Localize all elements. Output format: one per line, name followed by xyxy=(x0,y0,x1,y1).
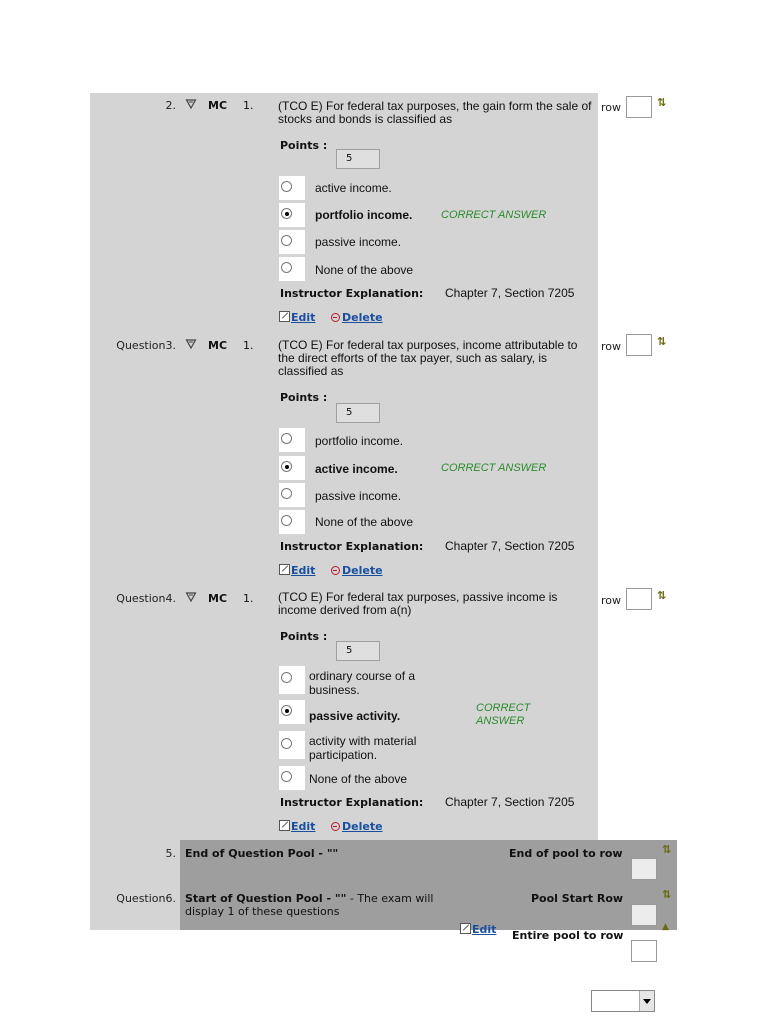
instructor-explanation: Chapter 7, Section 7205 xyxy=(445,286,575,300)
question-text: (TCO E) For federal tax purposes, income attributable to the direct efforts of the tax payer, such as salary, is classified as xyxy=(278,338,578,378)
answer-label: None of the above xyxy=(309,772,408,786)
points-field[interactable]: 5 xyxy=(336,149,380,169)
answer-radio-cell[interactable] xyxy=(279,428,305,452)
answer-label: passive income. xyxy=(315,489,402,503)
entire-pool-row-input[interactable] xyxy=(631,940,657,962)
points-label: Points : xyxy=(280,139,328,152)
answer-radio-cell[interactable] xyxy=(279,230,305,254)
delete-icon xyxy=(331,566,340,575)
collapse-question-icon[interactable] xyxy=(185,98,197,110)
collapse-question-icon[interactable] xyxy=(185,591,197,603)
question-subnumber: 1. xyxy=(243,99,254,112)
answer-radio-cell[interactable] xyxy=(279,731,305,759)
answer-label: None of the above xyxy=(315,263,414,277)
answer-radio-cell[interactable] xyxy=(279,700,305,724)
question-text: (TCO E) For federal tax purposes, the gain form the sale of stocks and bonds is classified as xyxy=(278,99,592,126)
correct-answer-marker: CORRECT ANSWER xyxy=(441,462,547,474)
pool-start-row-input[interactable] xyxy=(631,904,657,926)
answer-radio-cell[interactable] xyxy=(279,203,305,227)
row-label: row xyxy=(601,340,622,353)
answer-label: portfolio income. xyxy=(315,434,404,448)
entire-pool-row-label: Entire pool to row xyxy=(512,929,624,942)
answer-radio-selected[interactable] xyxy=(281,705,292,716)
answer-radio[interactable] xyxy=(281,433,292,444)
pool-start-row-label: Pool Start Row xyxy=(531,892,624,905)
correct-answer-marker: CORRECT ANSWER xyxy=(441,209,547,221)
answer-label: active income. xyxy=(315,462,398,476)
move-question-icon[interactable]: ⇅ xyxy=(657,589,667,602)
move-question-icon[interactable]: ⇅ xyxy=(657,335,667,348)
collapse-question-icon[interactable] xyxy=(185,338,197,350)
edit-icon xyxy=(279,564,290,575)
answer-radio-cell[interactable] xyxy=(279,176,305,200)
answer-radio-selected[interactable] xyxy=(281,208,292,219)
answer-radio[interactable] xyxy=(281,488,292,499)
pool-end-title: End of Question Pool - "" xyxy=(185,847,339,860)
points-field[interactable]: 5 xyxy=(336,641,380,661)
answer-radio[interactable] xyxy=(281,771,292,782)
delete-icon xyxy=(331,822,340,831)
row-label: row xyxy=(601,594,622,607)
question-number: Question4. xyxy=(116,592,176,605)
question-type: MC xyxy=(208,339,228,352)
answer-label: portfolio income. xyxy=(315,208,413,222)
question-type: MC xyxy=(208,592,228,605)
instructor-explanation-label: Instructor Explanation: xyxy=(280,796,424,809)
answer-label: active income. xyxy=(315,181,392,195)
pool-end-row-label: End of pool to row xyxy=(509,847,623,860)
pool-start-title: Start of Question Pool - "" - The exam will display 1 of these questions xyxy=(185,892,434,918)
answer-label: activity with material participation. xyxy=(309,734,417,762)
delete-link[interactable]: Delete xyxy=(331,311,383,324)
answer-radio[interactable] xyxy=(281,672,292,683)
instructor-explanation-label: Instructor Explanation: xyxy=(280,287,424,300)
delete-link[interactable]: Delete xyxy=(331,820,383,833)
answer-radio-cell[interactable] xyxy=(279,456,305,480)
move-question-icon[interactable]: ⇅ xyxy=(657,96,667,109)
edit-icon xyxy=(279,311,290,322)
edit-link[interactable]: Edit xyxy=(279,311,315,324)
edit-link[interactable]: Edit xyxy=(279,564,315,577)
edit-link[interactable]: Edit xyxy=(279,820,315,833)
move-pool-start-icon[interactable]: ⇅ xyxy=(662,888,672,901)
move-to-row-input[interactable] xyxy=(626,334,652,356)
answer-radio[interactable] xyxy=(281,515,292,526)
question-number: 2. xyxy=(165,99,176,112)
points-label: Points : xyxy=(280,391,328,404)
move-to-row-input[interactable] xyxy=(626,588,652,610)
question-subnumber: 1. xyxy=(243,592,254,605)
points-label: Points : xyxy=(280,630,328,643)
move-to-row-input[interactable] xyxy=(626,96,652,118)
answer-radio[interactable] xyxy=(281,262,292,273)
answer-label: passive activity. xyxy=(309,709,401,723)
question-text: (TCO E) For federal tax purposes, passive income is income derived from a(n) xyxy=(278,590,558,617)
correct-answer-marker: CORRECT ANSWER xyxy=(476,702,531,727)
pool-end-row-input[interactable] xyxy=(631,858,657,880)
question-type: MC xyxy=(208,99,228,112)
row-label: row xyxy=(601,101,622,114)
answer-label: None of the above xyxy=(315,515,414,529)
move-pool-end-icon[interactable]: ⇅ xyxy=(662,843,672,856)
answer-radio[interactable] xyxy=(281,738,292,749)
answer-label: ordinary course of a business. xyxy=(309,669,416,697)
answer-radio-cell[interactable] xyxy=(279,666,305,694)
move-pool-icon[interactable]: ▲ xyxy=(662,922,669,932)
answer-radio-selected[interactable] xyxy=(281,461,292,472)
pool-end-number: 5. xyxy=(165,847,176,860)
answer-label: passive income. xyxy=(315,235,402,249)
instructor-explanation: Chapter 7, Section 7205 xyxy=(445,795,575,809)
answer-radio-cell[interactable] xyxy=(279,483,305,507)
instructor-explanation: Chapter 7, Section 7205 xyxy=(445,539,575,553)
delete-link[interactable]: Delete xyxy=(331,564,383,577)
points-field[interactable]: 5 xyxy=(336,403,380,423)
answer-radio[interactable] xyxy=(281,181,292,192)
instructor-explanation-label: Instructor Explanation: xyxy=(280,540,424,553)
chevron-down-icon[interactable] xyxy=(639,991,654,1011)
edit-icon xyxy=(279,820,290,831)
pool-start-number: Question6. xyxy=(116,892,176,905)
edit-icon xyxy=(460,923,471,934)
pool-edit-link[interactable]: Edit xyxy=(460,923,496,936)
row-select-dropdown[interactable] xyxy=(591,990,655,1012)
question-number: Question3. xyxy=(116,339,176,352)
answer-radio[interactable] xyxy=(281,235,292,246)
question-subnumber: 1. xyxy=(243,339,254,352)
answer-radio-cell[interactable] xyxy=(279,257,305,281)
answer-radio-cell[interactable] xyxy=(279,766,305,790)
answer-radio-cell[interactable] xyxy=(279,510,305,534)
delete-icon xyxy=(331,313,340,322)
